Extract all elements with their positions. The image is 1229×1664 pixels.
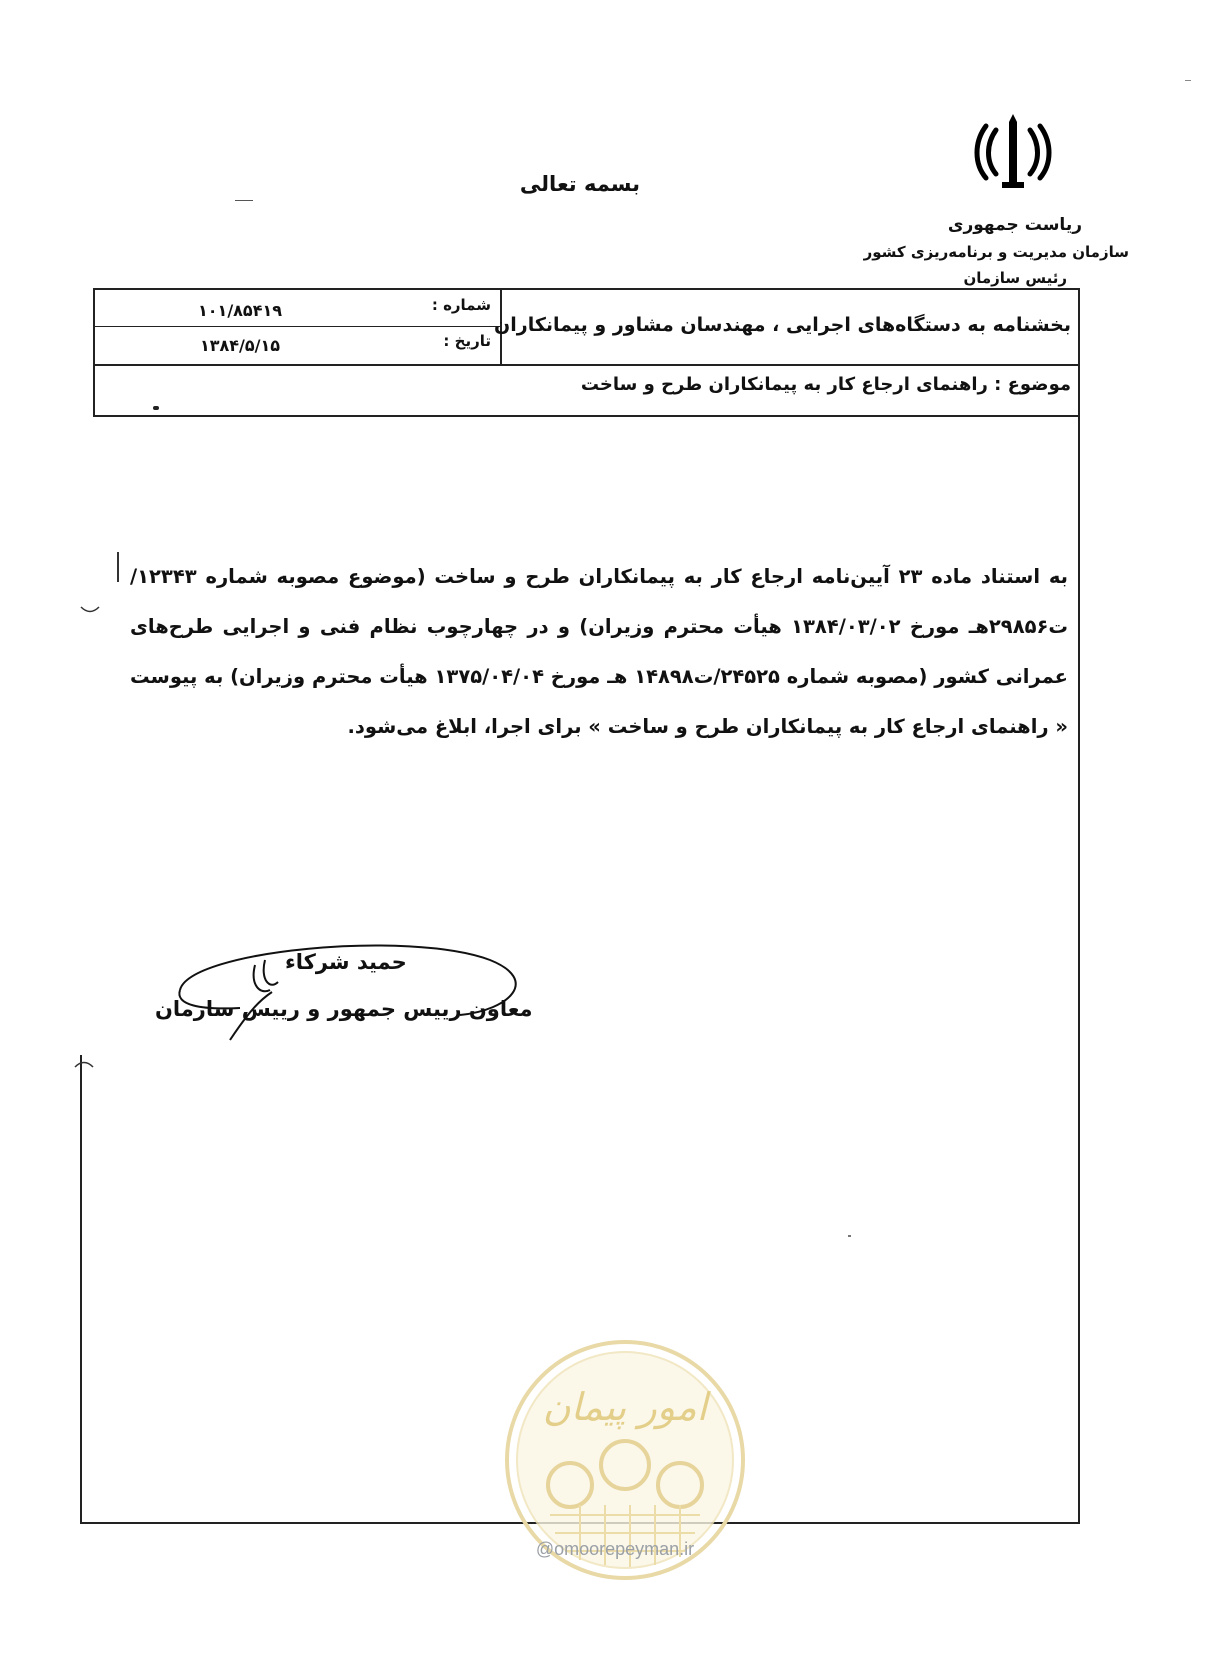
punch-hole-mark (80, 606, 100, 616)
row-divider (93, 364, 1080, 366)
watermark-site-text: @omoorepeyman.ir (535, 1539, 695, 1559)
org-head-title: رئیس سازمان (963, 269, 1067, 287)
scan-mark (1185, 80, 1191, 82)
row-divider (93, 415, 1080, 417)
signer-name: حمید شرکاء (285, 950, 407, 974)
frame-border (93, 288, 95, 416)
number-label: شماره : (431, 296, 491, 314)
scan-mark (117, 552, 119, 582)
frame-border (80, 1055, 82, 1522)
number-value: ۱۰۱/۸۵۴۱۹ (198, 301, 282, 320)
iran-emblem-icon (972, 112, 1054, 194)
scan-mark (153, 406, 159, 410)
date-value: ۱۳۸۴/۵/۱۵ (199, 336, 281, 355)
org-presidency: ریاست جمهوری (947, 215, 1082, 235)
frame-border (1078, 288, 1080, 1523)
scan-mark (848, 1235, 851, 1237)
scan-mark (235, 200, 253, 202)
frame-border (93, 288, 1080, 290)
subject-line: موضوع : راهنمای ارجاع کار به پیمانکاران طرح و ساخت (580, 374, 1071, 395)
recipients-line: بخشنامه به دستگاه‌های اجرایی ، مهندسان مشاور و پیمانکاران (494, 314, 1071, 336)
body-paragraph: به استناد ماده ۲۳ آیین‌نامه ارجاع کار به پیمانکاران طرح و ساخت (موضوع مصوبه شماره ۱۲۳۴۳/ت۲۹۸۵۶هـ مورخ ۱۳۸۴/۰۳/۰۲ هیأت محترم وزیران) و در چهارچوب نظام فنی و اجرایی طرح‌های عمرانی کشور (مصوبه شماره ۲۴۵۲۵/ت۱۴۸۹۸ هـ مورخ ۱۳۷۵/۰۴/۰۴ هیأت محترم وزیران) به پیوست « راهنمای ارجاع کار به پیمانکاران طرح و ساخت » برای اجرا، ابلاغ می‌شود. (130, 565, 1069, 738)
svg-text:امور پیمان: امور پیمان (542, 1385, 708, 1429)
org-name: سازمان مدیریت و برنامه‌ریزی کشور (863, 243, 1129, 261)
bismillah-heading: بسمه تعالی (519, 172, 641, 196)
signer-title: معاون رییس جمهور و رییس سازمان (155, 997, 533, 1021)
row-divider (93, 326, 500, 327)
punch-hole-mark (74, 1058, 94, 1068)
date-label: تاریخ : (443, 332, 491, 350)
